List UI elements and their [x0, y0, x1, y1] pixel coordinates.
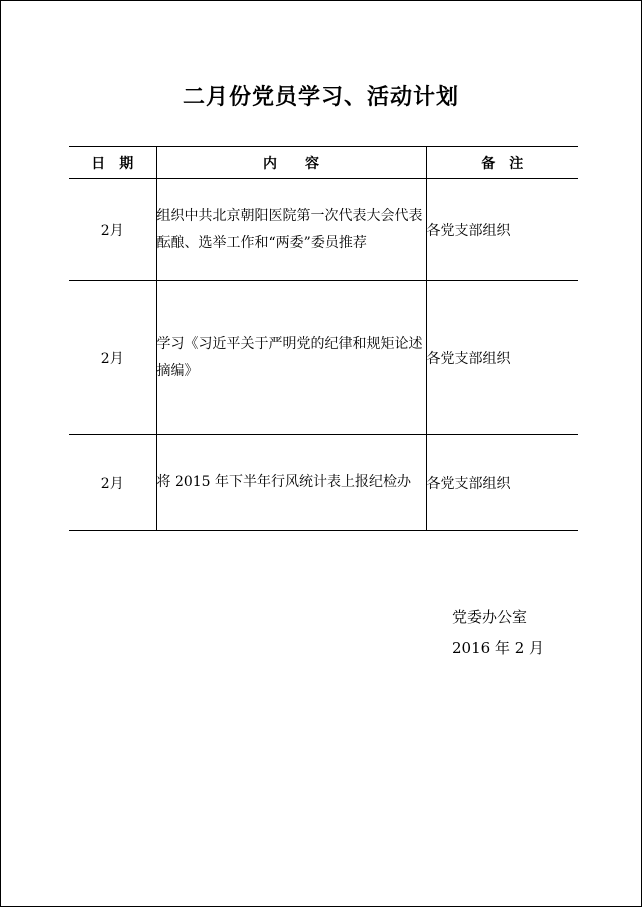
document-title: 二月份党员学习、活动计划: [182, 84, 459, 110]
row-content: 将 2015 年下半年行风统计表上报纪检办: [156, 435, 426, 531]
row-note: 各党支部组织: [426, 435, 578, 531]
table-body: [69, 179, 578, 531]
row-content: 学习《习近平关于严明党的纪律和规矩论述摘编》: [156, 281, 426, 435]
activity-plan-table: [69, 146, 578, 531]
header-row: [69, 147, 578, 179]
row-note: 各党支部组织: [426, 281, 578, 435]
table-row: [69, 179, 578, 281]
row-note: 各党支部组织: [426, 179, 578, 281]
row-date: 2月: [69, 435, 156, 531]
table-header: [69, 147, 578, 179]
row-content: 组织中共北京朝阳医院第一次代表大会代表酝酿、选举工作和“两委”委员推荐: [156, 179, 426, 281]
row-date: 2月: [69, 281, 156, 435]
row-date: 2月: [69, 179, 156, 281]
table-row: [69, 281, 578, 435]
table-row: [69, 435, 578, 531]
signature-office: 党委办公室: [452, 608, 528, 626]
header-date: 日 期: [69, 147, 156, 179]
signature-date: 2016 年 2 月: [452, 639, 545, 657]
header-note: 备 注: [426, 147, 578, 179]
header-content: 内 容: [156, 147, 426, 179]
